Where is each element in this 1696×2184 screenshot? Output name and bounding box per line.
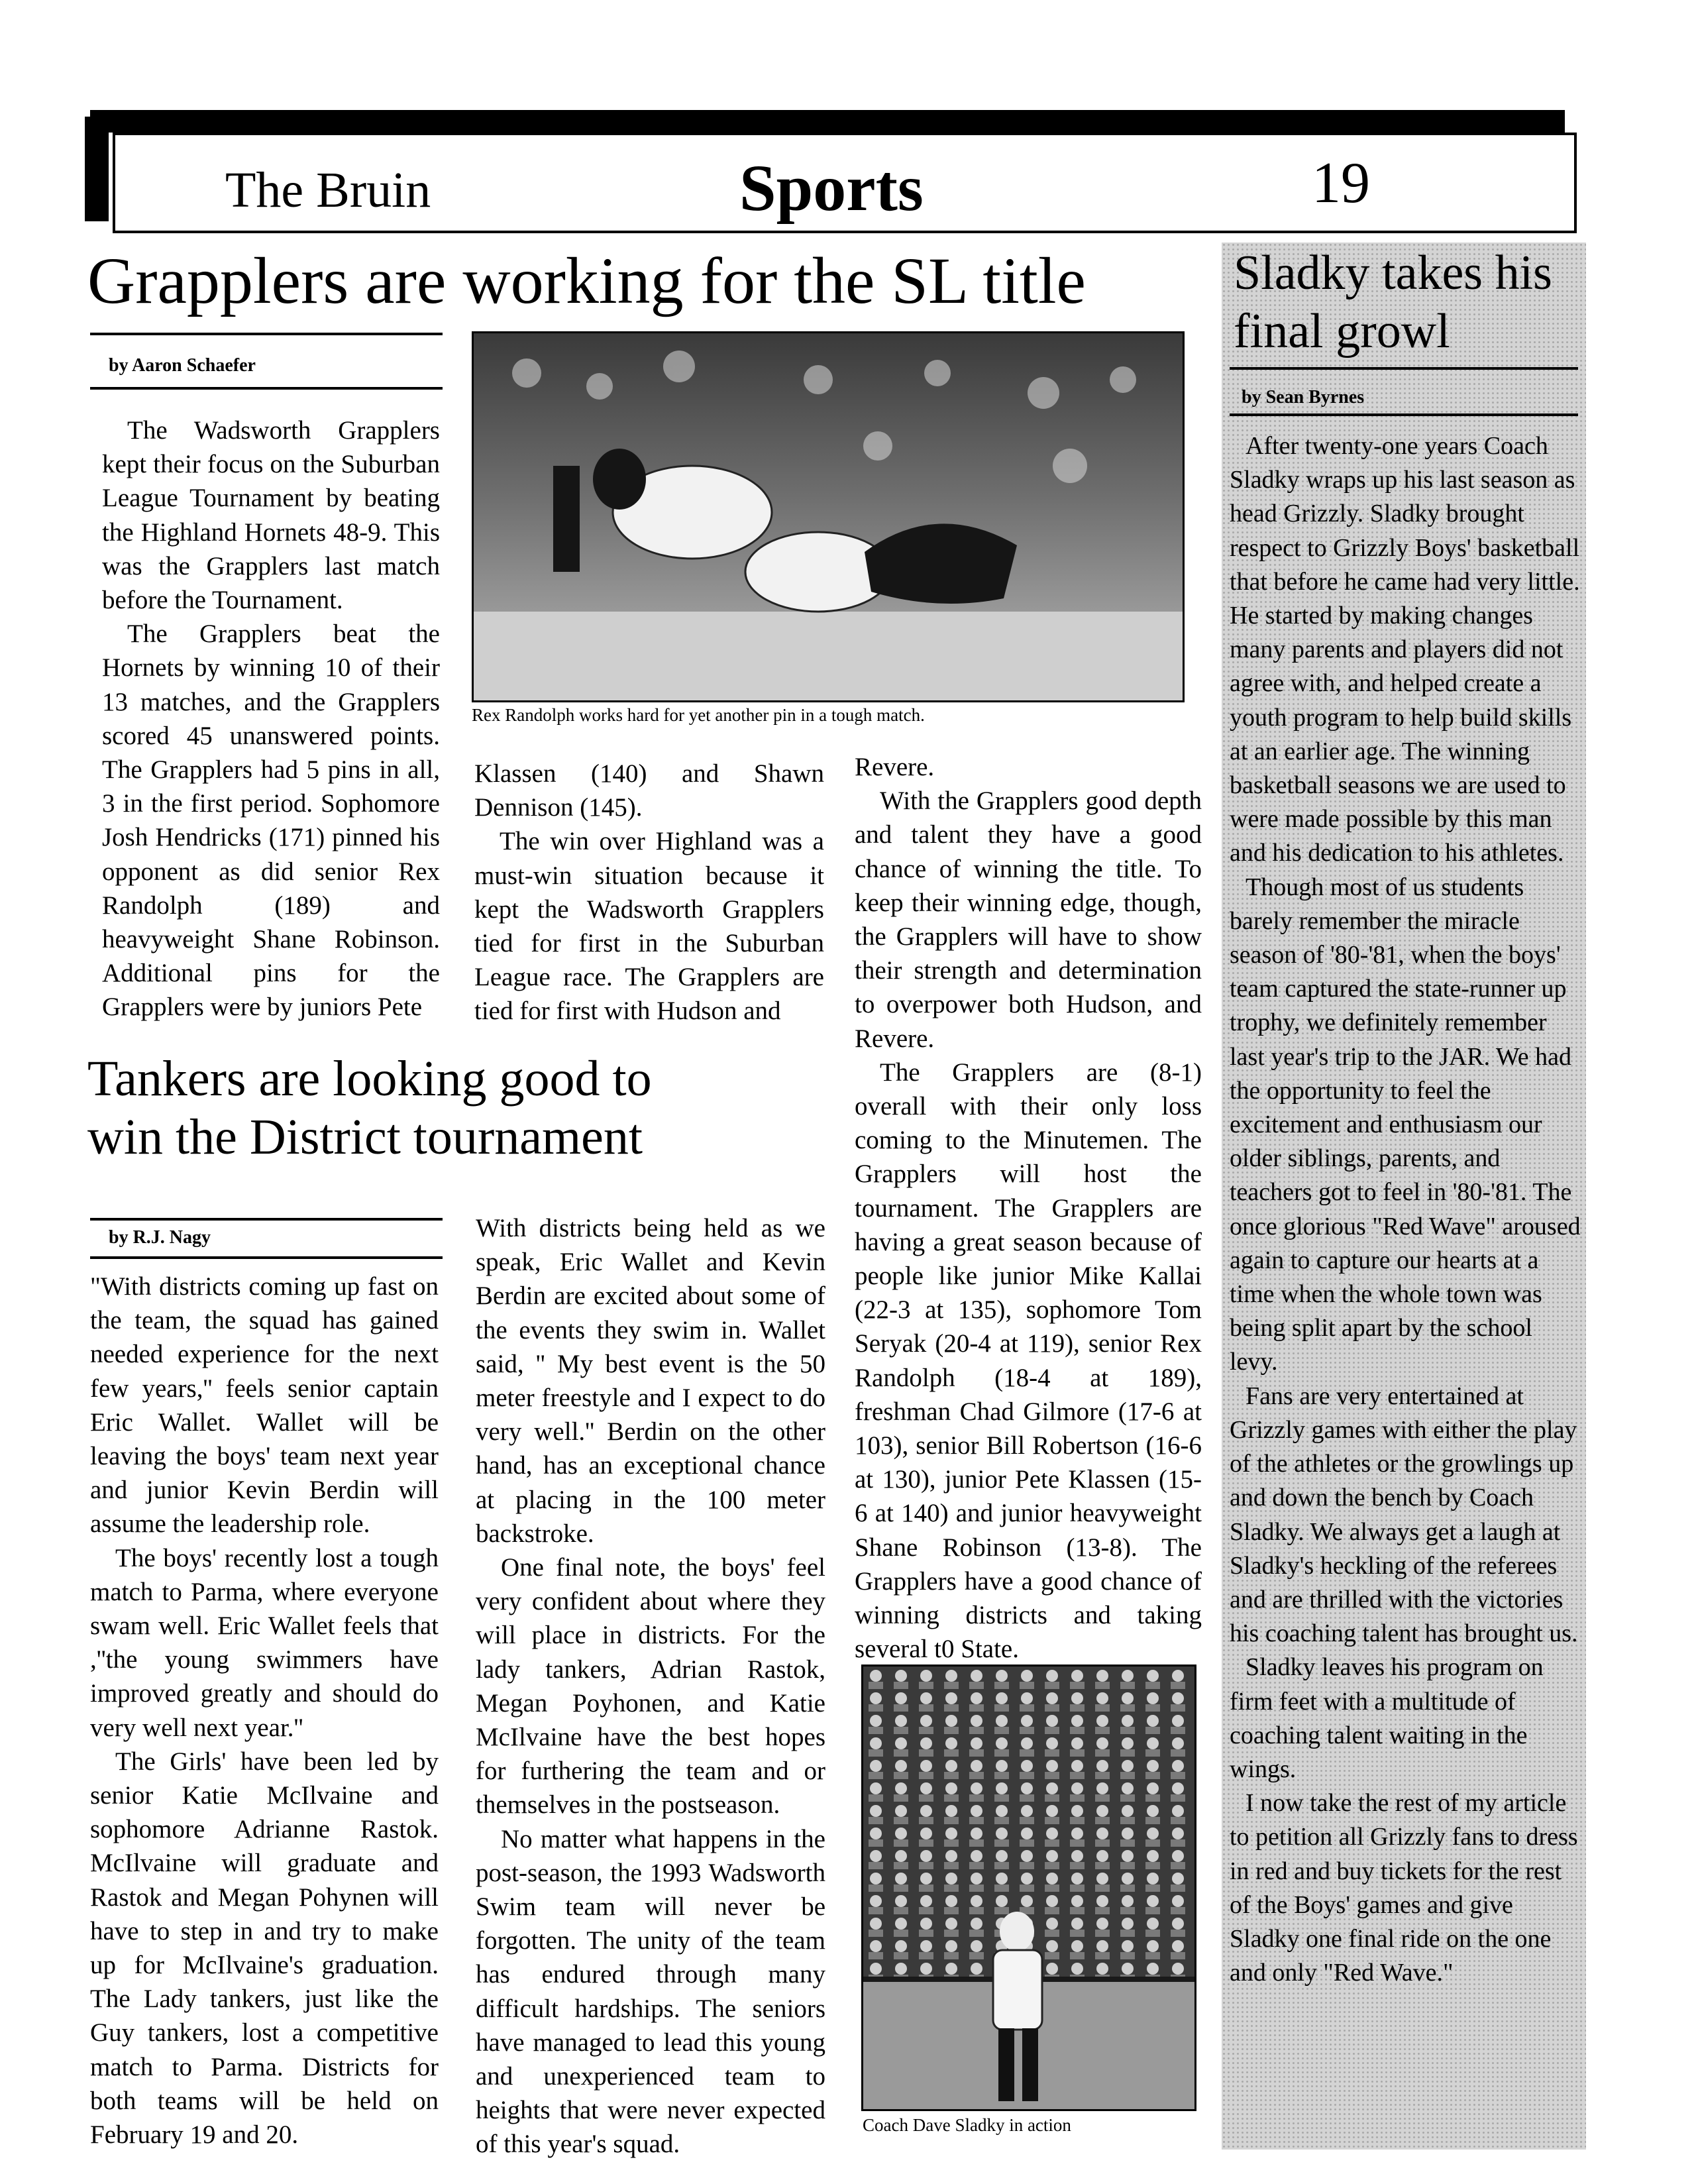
article1-rule-bottom [90,387,443,390]
section-title: Sports [739,151,924,225]
article1-column-2 [474,757,824,1028]
sidebar-paragraph: After twenty-one years Coach Sladky wraps up his last season as head Grizzly. Sladky brought respect to Grizzly Boys' basketball that before he came had very little. He started by making changes many parents and players did not agree with, and helped create a youth program to help build skills at an earlier age. The winning basketball seasons we are used to were made possible by this man and his dedication to his athletes. [1230,432,1580,867]
article2-headline-line: win the District tournament [87,1109,643,1166]
article1-paragraph: The Wadsworth Grapplers kept their focus on the Suburban League Tournament by beating the Highland Hornets 48-9. This was the Grapplers last match before the Tournament. [102,416,440,615]
article1-rule-top [90,333,443,335]
coach-photo-caption: Coach Dave Sladky in action [863,2115,1071,2135]
article1-headline: Grapplers are working for the SL title [87,244,1086,317]
article1-paragraph: The Grapplers beat the Hornets by winning 10 of their 13 matches, and the Grapplers scored 45 unanswered points. The Grapplers had 5 pins in all, 3 in the first period. Sophomore Josh Hendricks (171) pinned his opponent as did senior Rex Randolph (189) and heavyweight Shane Robinson. Additional pins for the Grapplers were by juniors Pete [102,620,440,1022]
wrestling-photo-caption: Rex Randolph works hard for yet another pin in a tough match. [472,705,925,725]
article2-paragraph: No matter what happens in the post-season, the 1993 Wadsworth Swim team will never be forgotten. The unity of the team has endured through many difficult hardships. The seniors have managed to lead this young and unexperienced team to heights that were never expected of this year's squad. [476,1824,825,2159]
article2-column-2 [476,1211,825,2161]
sidebar-headline [1234,244,1552,360]
article2-rule-top [90,1218,443,1221]
sidebar-rule-top [1230,367,1578,370]
sidebar-paragraph: Sladky leaves his program on firm feet with a multitude of coaching talent waiting in the wings. [1230,1653,1544,1783]
sidebar-body [1230,429,1582,1990]
sidebar-paragraph: Though most of us students barely remember the miracle season of '80-'81, when the boys' team captured the state-runner up trophy, we definitely remember last year's trip to the JAR. We had the opportunity to feel the excitement and enthusiasm our older siblings, parents, and teachers got to feel in '80-'81. The once glorious "Red Wave" aroused again to capture our hearts at a time when the whole town was being split apart by the school levy. [1230,873,1581,1376]
article1-paragraph: Revere. [855,753,935,781]
sidebar-headline-line: final growl [1234,304,1450,358]
article2-paragraph: The Girls' have been led by senior Katie McIlvaine and sophomore Adrianne Rastok. McIlvaine will graduate and Rastok and Megan Pohynen will have to step in and try to make up for McIlvaine's graduation. The Lady tankers, just like the Guy tankers, lost a competitive match to Parma. Districts for both teams will be held on February 19 and 20. [90,1747,439,2150]
page-number: 19 [1312,151,1370,215]
article2-headline-line: Tankers are looking good to [87,1051,652,1107]
article2-rule-bottom [90,1256,443,1259]
masthead-top-bar [90,110,1565,133]
article1-column-3 [855,750,1202,1666]
article2-headline [87,1050,652,1166]
coach-photo [861,1665,1196,2111]
article2-paragraph: One final note, the boys' feel very confident about where they will place in districts. For the lady tankers, Adrian Rastok, Megan Poyhonen, and Katie McIlvaine have the best hopes for furthering the team and or themselves in the postseason. [476,1553,825,1820]
article2-paragraph: With districts being held as we speak, Eric Wallet and Kevin Berdin are excited about some of the events they swim in. Wallet said, '' My best event is the 50 meter freestyle and I expect to do very well.'' Berdin on the other hand, has an exceptional chance at placing in the 100 meter backstroke. [476,1214,825,1548]
article1-paragraph: Klassen (140) and Shawn Dennison (145). [474,759,824,822]
sidebar-headline-line: Sladky takes his [1234,246,1552,300]
article2-paragraph: The boys' recently lost a tough match to Parma, where everyone swam well. Eric Wallet feels that ,''the young swimmers have improved greatly and should do very well next year.'' [90,1543,439,1742]
article2-byline: by R.J. Nagy [109,1227,211,1248]
article2-column-1 [90,1270,439,2164]
wrestling-photo [472,331,1185,702]
wrestling-photo-image [474,333,1183,700]
sidebar-paragraph: Fans are very entertained at Grizzly games with either the play of the athletes or the growlings up and down the bench by Coach Sladky. We always get a laugh at Sladky's heckling of the referees and are thrilled with the victories his coaching talent has brought us. [1230,1382,1578,1648]
coach-photo-image [863,1666,1194,2109]
paper-name: The Bruin [225,162,431,218]
article1-byline: by Aaron Schaefer [109,355,256,376]
sidebar-paragraph: I now take the rest of my article to petition all Grizzly fans to dress in red and buy tickets for the rest of the Boys' games and give Sladky one final ride on the one and only "Red Wave." [1230,1789,1578,1987]
masthead-left-bar [85,117,109,221]
sidebar-rule-bottom [1230,413,1578,416]
article2-paragraph: "With districts coming up fast on the team, the squad has gained needed experience for the next few years,'' feels senior captain Eric Wallet. Wallet will be leaving the boys' team next year and junior Kevin Berdin will assume the leadership role. [90,1272,439,1539]
sidebar-byline: by Sean Byrnes [1242,387,1365,408]
article1-column-1 [102,413,440,1024]
article1-paragraph: With the Grapplers good depth and talent they have a good chance of winning the title. To keep their winning edge, though, the Grapplers will have to show their strength and determination to overpower both Hudson, and Revere. [855,787,1202,1053]
article1-paragraph: The win over Highland was a must-win situation because it kept the Wadsworth Grapplers tied for first in the Suburban League race. The Grapplers are tied for first with Hudson and [474,827,824,1026]
article1-paragraph: The Grapplers are (8-1) overall with their only loss coming to the Minutemen. The Grapplers will host the tournament. The Grapplers are having a great season because of people like junior Mike Kallai (22-3 at 135), sophomore Tom Seryak (20-4 at 119), senior Rex Randolph (18-4 at 189), freshman Chad Gilmore (17-6 at 103), senior Bill Robertson (16-6 at 130), junior Pete Klassen (15-6 at 140) and junior heavyweight Shane Robinson (13-8). The Grapplers have a good chance of winning districts and taking several t0 State. [855,1058,1202,1664]
